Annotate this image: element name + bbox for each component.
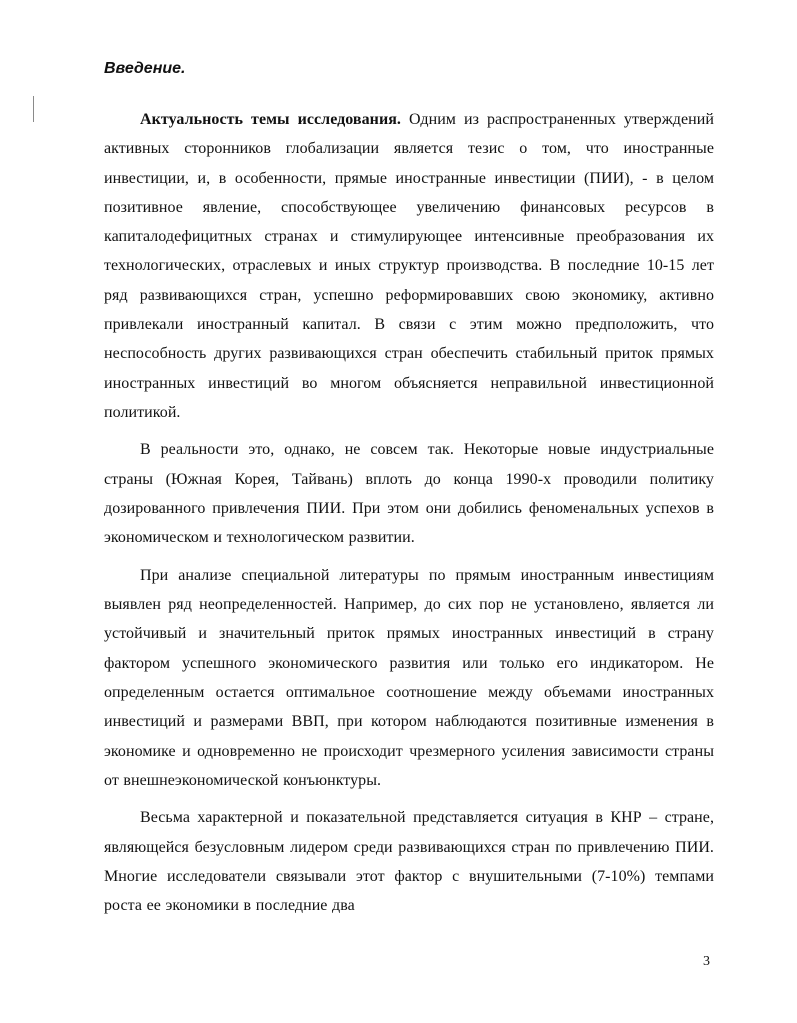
page-number: 3 (703, 954, 710, 969)
relevance-lead: Актуальность темы исследования. (140, 111, 401, 128)
body-text (104, 105, 714, 921)
section-heading: Введение. (104, 60, 186, 77)
paragraph-relevance (104, 105, 714, 427)
paragraph-china: Весьма характерной и показательной представляется ситуация в КНР – стране, являющейся безусловным лидером среди развивающихся стран по привлечению ПИИ. Многие исследователи связывали этот фактор с внушительными (7-10%) темпами роста ее экономики в последние два (104, 809, 714, 915)
paragraph-reality: В реальности это, однако, не совсем так. Некоторые новые индустриальные страны (Южная Корея, Тайвань) вплоть до конца 1990-х проводили политику дозированного привлечения ПИИ. При этом они добились феноменальных успехов в экономическом и технологическом развитии. (104, 441, 714, 547)
paragraph-analysis: При анализе специальной литературы по прямым иностранным инвестициям выявлен ряд неопределенностей. Например, до сих пор не установлено, является ли устойчивый и значительный приток прямых иностранных инвестиций в страну фактором успешного экономического развития или только его индикатором. Не определенным остается оптимальное соотношение между объемами иностранных инвестиций и размерами ВВП, при котором наблюдаются позитивные изменения в экономике и одновременно не происходит чрезмерного усиления зависимости страны от внешнеэкономической конъюнктуры. (104, 566, 714, 789)
relevance-text: Одним из распространенных утверждений активных сторонников глобализации является тезис о том, что иностранные инвестиции, и, в особенности, прямые иностранные инвестиции (ПИИ), - в целом позитивное явление, способствующее увеличению финансовых ресурсов в капиталодефицитных странах и стимулирующее интенсивные преобразования их технологических, отраслевых и иных структур производства. В последние 10-15 лет ряд развивающихся стран, успешно реформировавших свою экономику, активно привлекали иностранный капитал. В связи с этим можно предположить, что неспособность других развивающихся стран обеспечить стабильный приток прямых иностранных инвестиций во многом объясняется неправильной инвестиционной политикой. (104, 111, 714, 421)
margin-mark (33, 96, 34, 122)
